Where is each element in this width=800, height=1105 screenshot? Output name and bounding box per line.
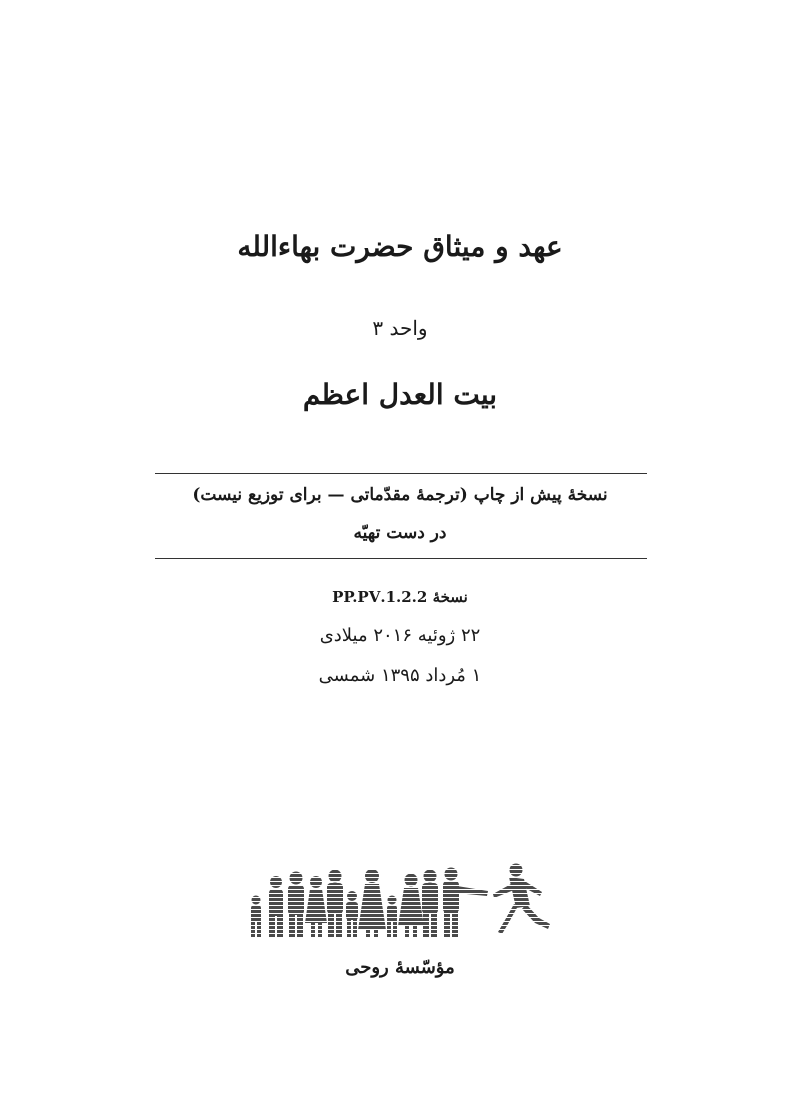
- top-divider: [155, 473, 647, 474]
- unit-label: واحد ۳: [372, 316, 428, 340]
- solar-date: ۱ مُرداد ۱۳۹۵ شمسی: [318, 665, 482, 686]
- in-preparation-note: در دست تهیّه: [353, 523, 447, 543]
- prepublication-note: نسخهٔ پیش از چاپ (ترجمهٔ مقدّماتی — برای توزیع نیست): [192, 485, 608, 505]
- book-title: عهد و میثاق حضرت بهاءالله: [237, 230, 563, 263]
- people-chain-logo-icon: [244, 862, 558, 940]
- version-label: نسخهٔ 1.2.2.PP.PV: [332, 588, 468, 606]
- author-name: بیت العدل اعظم: [302, 378, 498, 411]
- gregorian-date: ۲۲ ژوئیه ۲۰۱۶ میلادی: [319, 625, 481, 646]
- publisher-name: مؤسّسهٔ روحی: [345, 957, 455, 978]
- bottom-divider: [155, 558, 647, 559]
